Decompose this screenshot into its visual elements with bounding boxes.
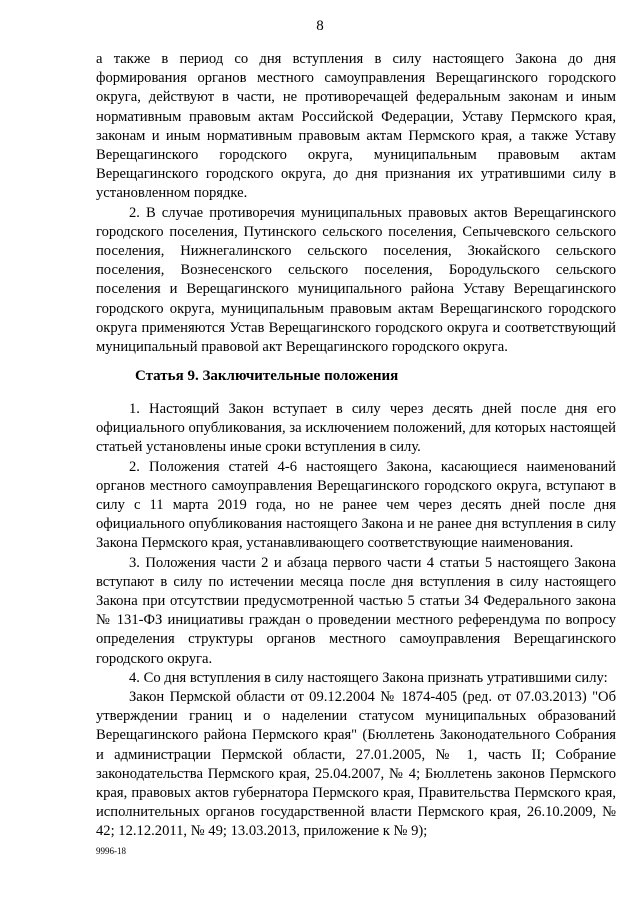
paragraph: 1. Настоящий Закон вступает в силу через десять дней после дня его официального опубликования, за исключением положений, для которых настоящей статьей установлены иные сроки вступления в силу. [96,401,616,456]
paragraph: Закон Пермской области от 09.12.2004 № 1874-405 (ред. от 07.03.2013) "Об утверждении границ и о наделении статусом муниципальных образований Верещагинского района Пермского края" (Бюллетень Законодательного Собрания и администрации Пермской области, 27.01.2005, № 1, часть II; Собрание законодательства Пермского края, 25.04.2007, № 4; Бюллетень законов Пермского края, правовых актов губернатора Пермского края, Правительства Пермского края, исполнительных органов государственной власти Пермского края, 26.10.2009, № 42; 12.12.2011, № 49; 13.03.2013, приложение к № 9); [96,689,616,840]
continuation-text [96,50,616,357]
paragraph: 4. Со дня вступления в силу настоящего Закона признать утратившими силу: [129,669,608,686]
paragraph: 3. Положения части 2 и абзаца первого части 4 статьи 5 настоящего Закона вступают в силу по истечении месяца после дня вступления в силу настоящего Закона при отсутствии предусмотренной частью 5 статьи 34 Федерального закона № 131-ФЗ инициативы граждан о проведении местного референдума по вопросу определения структуры органов местного самоуправления Верещагинского городского округа. [96,554,616,667]
article-body [96,400,616,842]
paragraph: 2. В случае противоречия муниципальных правовых актов Верещагинского городского поселения, Путинского сельского поселения, Сепычевского сельского поселения, Нижнегалинского сельского поселения, Зюкайского сельского поселения, Вознесенского сельского поселения, Бородульского сельского поселения и Верещагинского муниципального района Уставу Верещагинского городского округа, муниципальным правовым актам Верещагинского городского округа применяются Устав Верещагинского городского округа и соответствующий муниципальный правовой акт Верещагинского городского округа. [96,204,616,356]
document-code: 9996-18 [96,846,126,856]
article-heading: Статья 9. Заключительные положения [135,368,399,384]
paragraph: 2. Положения статей 4-6 настоящего Закона, касающиеся наименований органов местного самоуправления Верещагинского городского округа, вступают в силу с 11 марта 2019 года, но не ранее чем через десять дней после дня официального опубликования настоящего Закона и не ранее дня вступления в силу Закона Пермского края, устанавливающего соответствующие наименования. [96,458,616,552]
page-number: 8 [316,18,324,34]
paragraph: а также в период со дня вступления в силу настоящего Закона до дня формирования органов местного самоуправления Верещагинского городского округа, действуют в части, не противоречащей федеральным законам и иным нормативным правовым актам Российской Федерации, Уставу Пермского края, законам и иным нормативным правовым актам Пермского края, а также Уставу Верещагинского городского округа, муниципальным правовым актам Верещагинского городского округа, до дня признания их утратившими силу в установленном порядке. [96,51,616,202]
